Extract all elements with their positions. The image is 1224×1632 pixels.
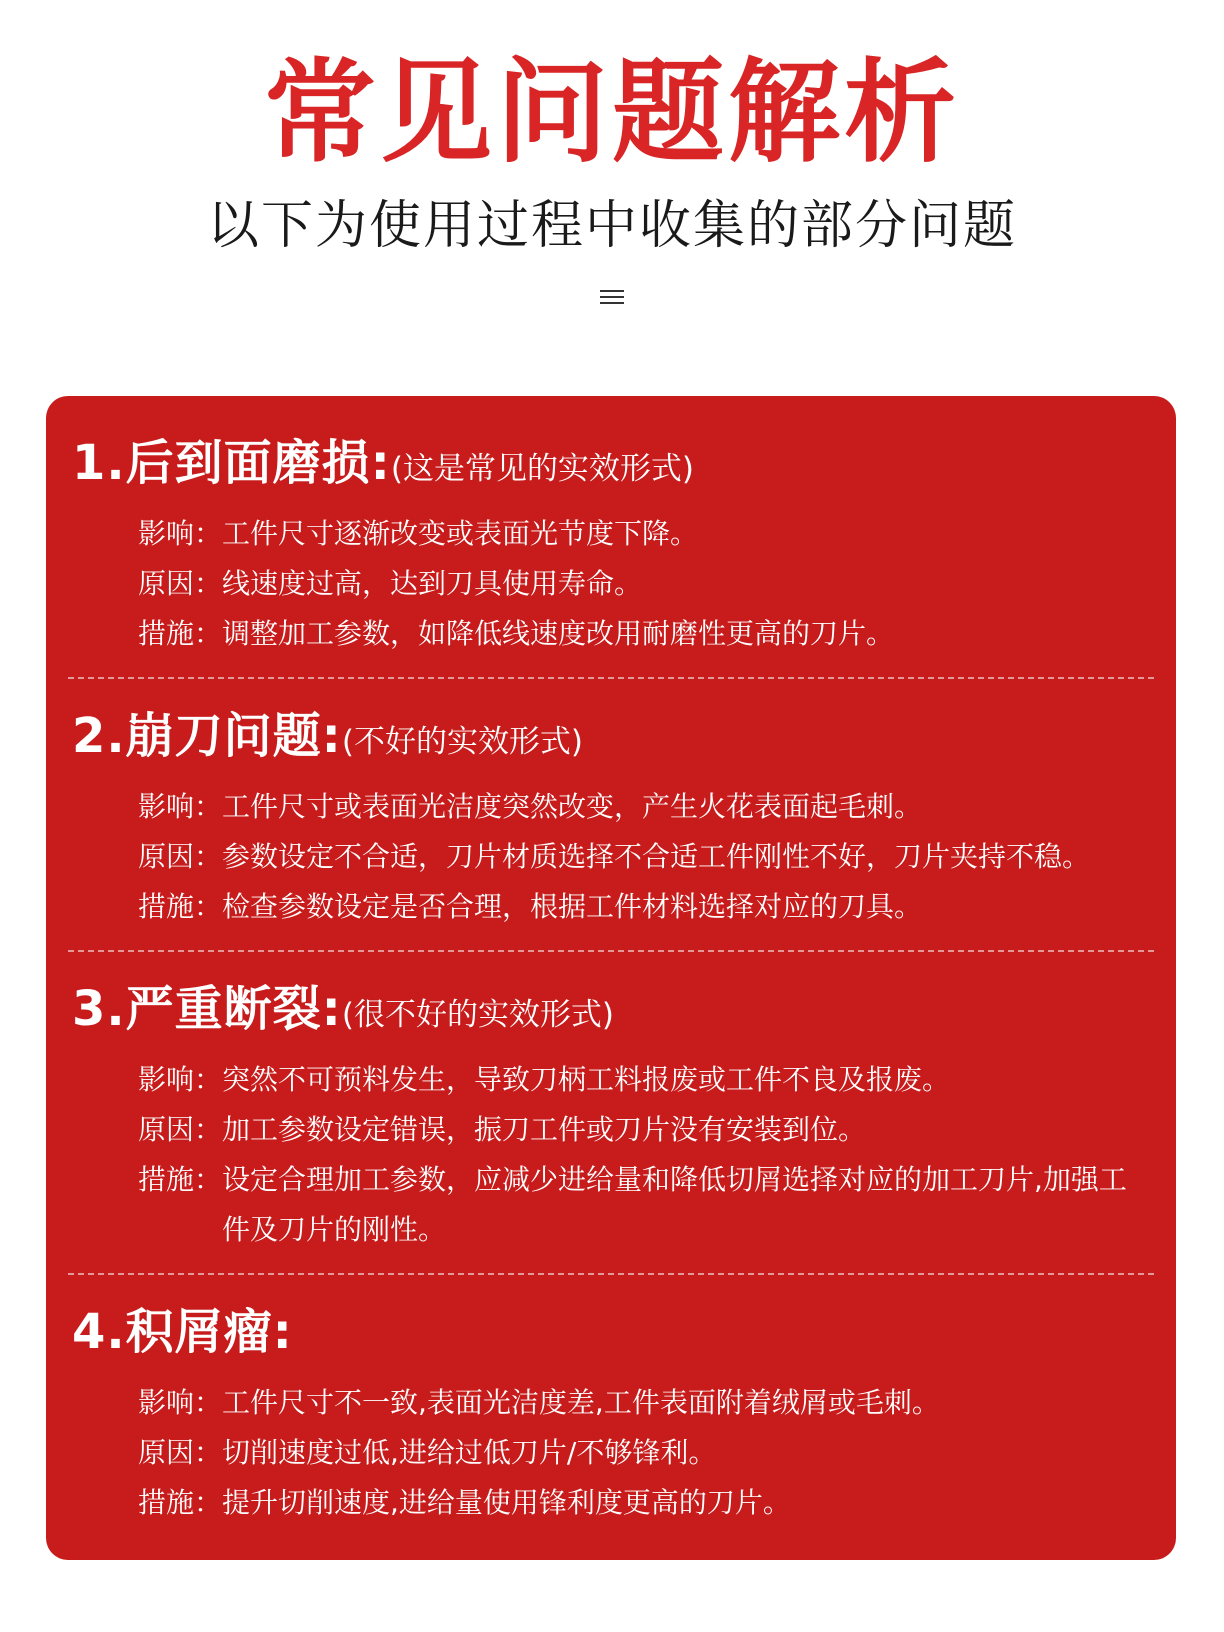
row-label: 原因： bbox=[138, 1113, 223, 1146]
row-text: 检查参数设定是否合理，根据工件材料选择对应的刀具。 bbox=[222, 890, 923, 923]
measure-row bbox=[138, 609, 1134, 659]
page-subtitle: 以下为使用过程中收集的部分问题 bbox=[206, 196, 1017, 256]
cause-row bbox=[138, 559, 1134, 609]
measure-row bbox=[138, 882, 1134, 932]
section-title: 4.积屑瘤: bbox=[72, 1304, 293, 1360]
row-label: 原因： bbox=[138, 840, 223, 873]
section-note: (不好的实效形式) bbox=[341, 724, 584, 760]
page-title: 常见问题解析 bbox=[264, 48, 960, 178]
section-title: 2.崩刀问题: bbox=[72, 708, 342, 764]
cause-row bbox=[138, 1428, 1134, 1478]
row-label: 措施： bbox=[138, 890, 223, 923]
row-text: 参数设定不合适，刀片材质选择不合适工件刚性不好，刀片夹持不稳。 bbox=[222, 840, 1091, 873]
faq-section-4 bbox=[68, 1293, 1154, 1546]
impact-row bbox=[138, 1378, 1134, 1428]
row-text: 线速度过高，达到刀具使用寿命。 bbox=[222, 567, 643, 600]
section-heading bbox=[72, 1293, 1154, 1362]
faq-section-3 bbox=[68, 970, 1154, 1275]
section-title: 3.严重断裂: bbox=[72, 981, 342, 1037]
row-label: 措施： bbox=[138, 617, 223, 650]
row-text: 突然不可预料发生，导致刀柄工料报废或工件不良及报废。 bbox=[222, 1063, 951, 1096]
row-text: 切削速度过低,进给过低刀片/不够锋利。 bbox=[222, 1436, 717, 1469]
section-title: 1.后到面磨损: bbox=[72, 435, 391, 491]
row-text: 设定合理加工参数，应减少进给量和降低切屑选择对应的加工刀片,加强工件及刀片的刚性。 bbox=[222, 1163, 1127, 1246]
row-label: 影响： bbox=[138, 1063, 223, 1096]
row-label: 原因： bbox=[138, 1436, 223, 1469]
row-label: 影响： bbox=[138, 517, 223, 550]
faq-card bbox=[46, 396, 1176, 1560]
row-label: 措施： bbox=[138, 1486, 223, 1519]
section-heading bbox=[72, 697, 1154, 766]
section-note: (很不好的实效形式) bbox=[341, 997, 615, 1033]
section-heading bbox=[72, 424, 1154, 493]
cause-row bbox=[138, 1105, 1134, 1155]
row-label: 措施： bbox=[138, 1163, 223, 1196]
row-text: 工件尺寸或表面光洁度突然改变，产生火花表面起毛刺。 bbox=[222, 790, 923, 823]
faq-section-2 bbox=[68, 697, 1154, 952]
row-text: 提升切削速度,进给量使用锋利度更高的刀片。 bbox=[222, 1486, 791, 1519]
faq-section-1 bbox=[68, 424, 1154, 679]
measure-row bbox=[138, 1478, 1134, 1528]
row-text: 调整加工参数，如降低线速度改用耐磨性更高的刀片。 bbox=[222, 617, 895, 650]
impact-row bbox=[138, 782, 1134, 832]
row-text: 加工参数设定错误，振刀工件或刀片没有安装到位。 bbox=[222, 1113, 867, 1146]
row-label: 影响： bbox=[138, 790, 223, 823]
measure-row bbox=[138, 1155, 1134, 1255]
row-text: 工件尺寸逐渐改变或表面光节度下降。 bbox=[222, 517, 699, 550]
impact-row bbox=[138, 509, 1134, 559]
section-heading bbox=[72, 970, 1154, 1039]
row-text: 工件尺寸不一致,表面光洁度差,工件表面附着绒屑或毛刺。 bbox=[222, 1386, 940, 1419]
row-label: 原因： bbox=[138, 567, 223, 600]
row-label: 影响： bbox=[138, 1386, 223, 1419]
menu-icon bbox=[600, 290, 624, 310]
impact-row bbox=[138, 1055, 1134, 1105]
cause-row bbox=[138, 832, 1134, 882]
section-note: (这是常见的实效形式) bbox=[390, 451, 695, 487]
